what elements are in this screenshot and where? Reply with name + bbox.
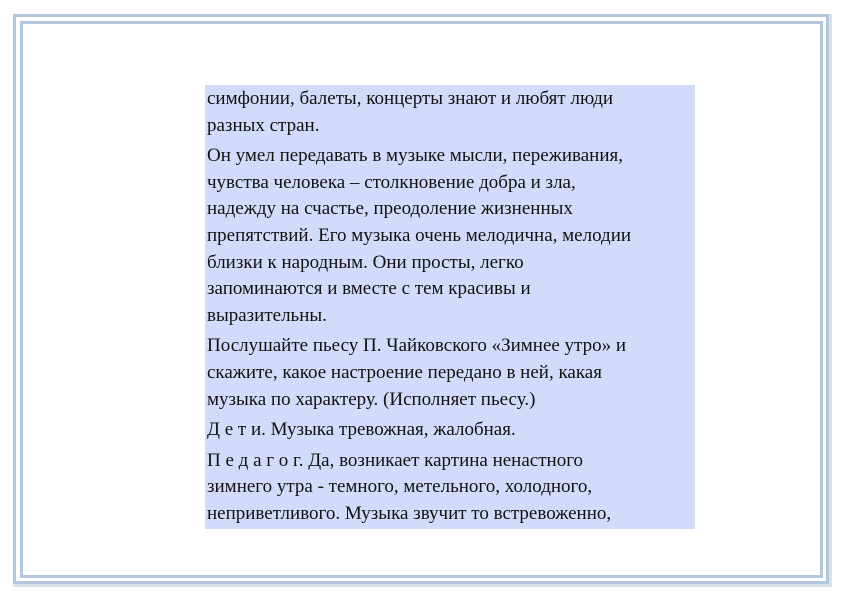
text-line: музыка по характеру. (Исполняет пьесу.) [207, 388, 536, 410]
text-line: близки к народным. Они просты, легко [207, 251, 524, 273]
text-line: чувства человека – столкновение добра и зла, [207, 171, 576, 193]
text-line: надежду на счастье, преодоление жизненных [207, 198, 573, 220]
text-line: симфонии, балеты, концерты знают и любят люди [207, 88, 614, 109]
text-line: выразительны. [207, 304, 327, 326]
text-line: препятствий. Его музыка очень мелодична, мелодии [207, 224, 632, 246]
text-line: Д е т и. Музыка тревожная, жалобная. [207, 419, 516, 441]
text-line: Он умел передавать в музыке мысли, переживания, [207, 145, 623, 167]
paragraph [207, 86, 695, 139]
frame-shadow [829, 14, 832, 587]
text-line: Послушайте пьесу П. Чайковского «Зимнее утро» и [207, 335, 627, 357]
paragraph [207, 448, 695, 528]
text-line: неприветливого. Музыка звучит то встревоженно, [207, 502, 612, 524]
paragraph [207, 417, 695, 444]
paragraph [207, 143, 695, 329]
text-line: П е д а г о г. Да, возникает картина ненастного [207, 449, 584, 471]
frame-shadow [13, 584, 832, 587]
text-line: скажите, какое настроение передано в ней, какая [207, 361, 602, 383]
text-block [205, 85, 695, 529]
paragraph [207, 333, 695, 413]
text-line: запоминаются и вместе с тем красивы и [207, 278, 531, 300]
text-line: зимнего утра - темного, метельного, холодного, [207, 476, 593, 498]
text-line: разных стран. [207, 114, 320, 136]
